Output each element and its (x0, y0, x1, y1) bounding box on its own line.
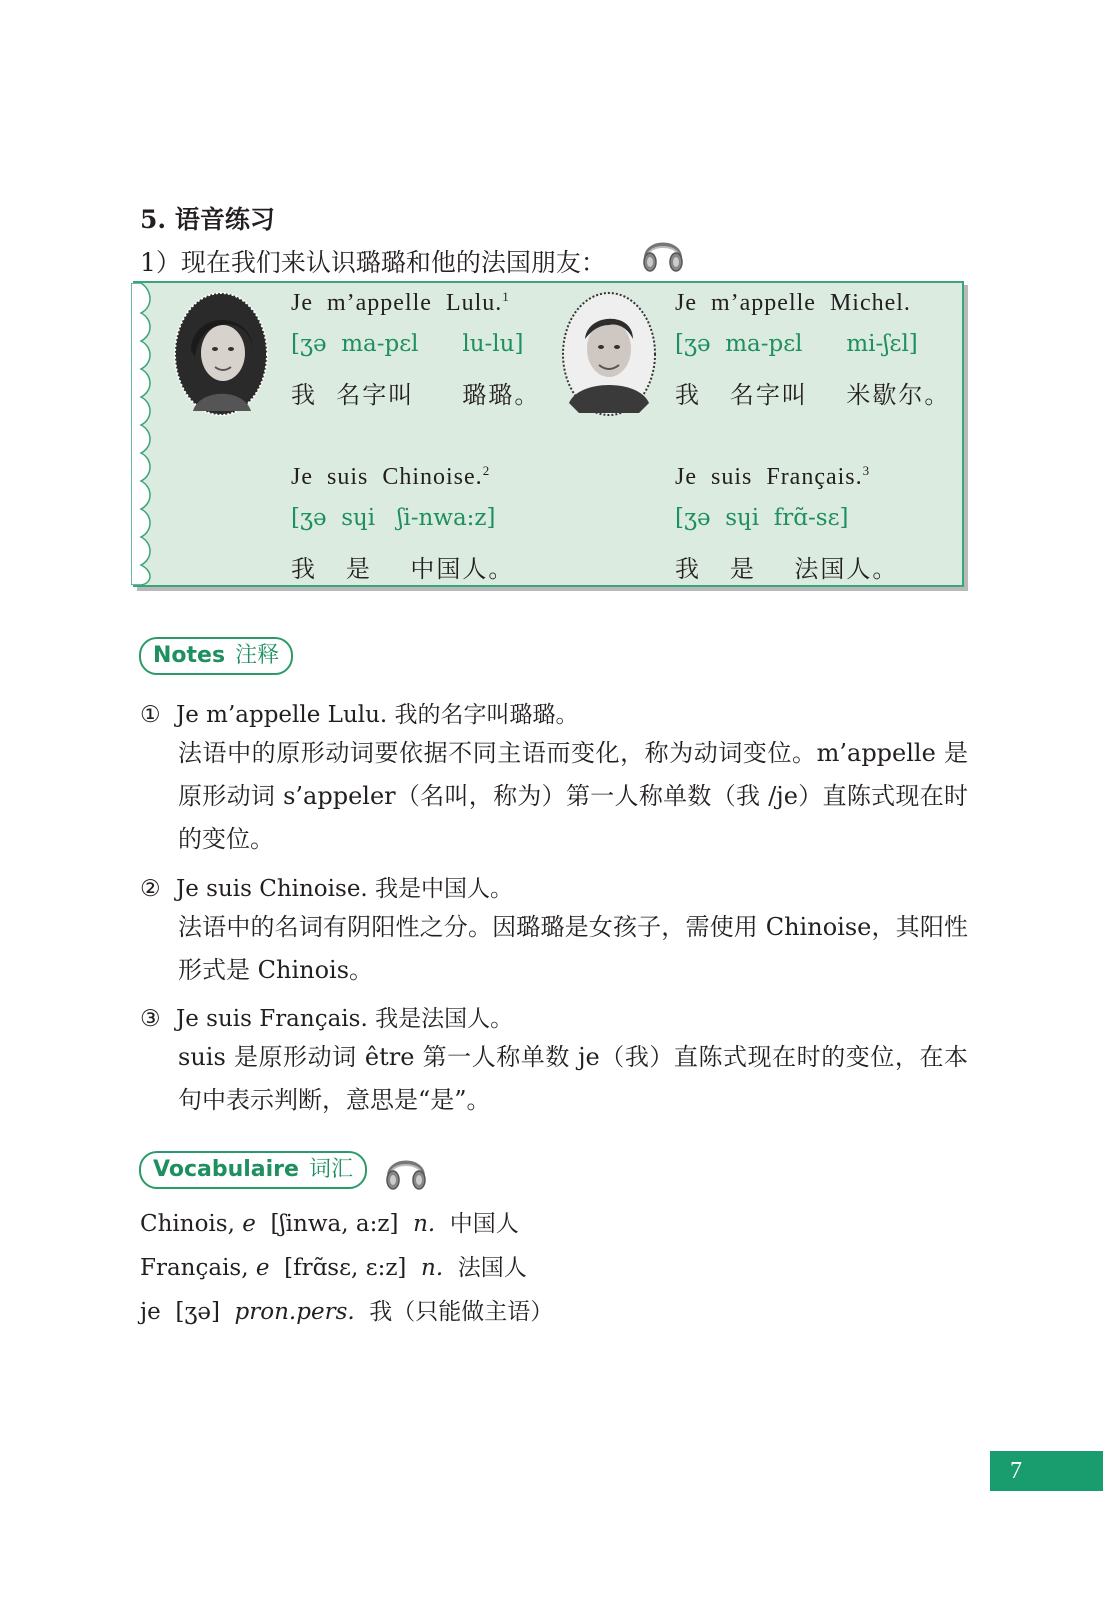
dialogue-left-1-zh: 我 名字叫 璐璐。 (291, 381, 541, 409)
section-number: 5. (140, 205, 167, 234)
dialogue-right-2-zh: 我 是 法国人。 (675, 555, 899, 583)
notes-label-en: Notes (153, 643, 226, 668)
dialogue-left-2-ipa: [ʒə sɥi ʃi-nwa:z] (291, 505, 496, 531)
note-1-head: ① Je m’appelle Lulu. 我的名字叫璐璐。 (140, 702, 579, 728)
dialogue-box (133, 281, 964, 587)
dialogue-left-1-ipa: [ʒə ma-pɛl lu-lu] (291, 331, 524, 357)
dialogue-left-1-fr: Je m’appelle Lulu.$^1$ (291, 289, 510, 316)
vocab-entry: Chinois, e [ʃinwa, a:z] n. 中国人 (140, 1211, 519, 1237)
notes-label (139, 637, 293, 675)
vocabulary-label (139, 1151, 367, 1189)
section-title (140, 200, 275, 236)
note-3-head: ③ Je suis Français. 我是法国人。 (140, 1006, 514, 1032)
torn-edge (131, 283, 153, 585)
dialogue-right-2-fr: Je suis Français.$^3$ (675, 463, 871, 490)
vocab-entry: Français, e [frɑ̃sɛ, ɛ:z] n. 法国人 (140, 1255, 527, 1281)
dialogue-left-2-zh: 我 是 中国人。 (291, 555, 515, 583)
page-number: 7 (990, 1451, 1103, 1491)
note-2-head: ② Je suis Chinoise. 我是中国人。 (140, 876, 514, 902)
vocabulary-label-en: Vocabulaire (153, 1157, 299, 1182)
note-2-body: 法语中的名词有阴阳性之分。因璐璐是女孩子，需使用 Chinoise，其阳性形式是 Chinois。 (178, 913, 968, 984)
intro-line: 1）现在我们来认识璐璐和他的法国朋友： (140, 248, 606, 277)
dialogue-right-2-ipa: [ʒə sɥi frɑ̃-sɛ] (675, 505, 849, 531)
man-portrait (561, 291, 657, 417)
dialogue-right-1-fr: Je m’appelle Michel. (675, 290, 911, 316)
dialogue-right-1-ipa: [ʒə ma-pɛl mi-ʃɛl] (675, 331, 918, 357)
vocab-entry: je [ʒə] pron.pers. 我（只能做主语） (140, 1299, 554, 1325)
dialogue-left-2-fr: Je suis Chinoise.$^2$ (291, 463, 491, 490)
note-1-body: 法语中的原形动词要依据不同主语而变化，称为动词变位。m’appelle 是原形动词 s’appeler（名叫，称为）第一人称单数（我 /je）直陈式现在时的变位。 (178, 739, 968, 853)
section-title-text: 语音练习 (174, 205, 275, 234)
headphones-icon[interactable] (640, 230, 686, 274)
dialogue-right-1-zh: 我 名字叫 米歇尔。 (675, 381, 951, 409)
woman-portrait (173, 291, 269, 417)
headphones-icon[interactable] (383, 1148, 429, 1192)
note-3-body: suis 是原形动词 être 第一人称单数 je（我）直陈式现在时的变位，在本句中表示判断，意思是“是”。 (178, 1043, 968, 1114)
notes-label-zh: 注释 (235, 643, 280, 668)
vocabulary-label-zh: 词汇 (308, 1157, 353, 1182)
